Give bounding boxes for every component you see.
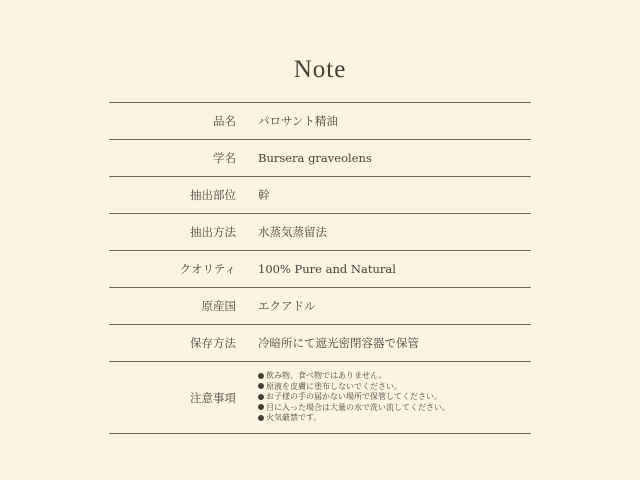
caution-item	[258, 392, 450, 403]
caution-item	[258, 413, 450, 424]
scientific-name-value: Bursera graveolens	[258, 151, 372, 165]
page-title: Note	[293, 56, 347, 83]
row-storage	[109, 325, 531, 362]
spec-table	[109, 102, 531, 434]
extraction-method-label: 抽出方法	[190, 225, 236, 239]
quality-value: 100% Pure and Natural	[258, 262, 396, 276]
row-extraction-method	[109, 214, 531, 251]
caution-text: お子様の手の届かない場所で保管してください。	[266, 392, 442, 402]
caution-item	[258, 403, 450, 414]
row-cautions	[109, 362, 531, 434]
caution-text: 原液を皮膚に塗布しないでください。	[266, 381, 402, 391]
row-scientific-name	[109, 140, 531, 177]
bullet-icon	[258, 404, 264, 410]
extraction-part-value: 幹	[258, 188, 270, 202]
extraction-part-label: 抽出部位	[190, 188, 236, 202]
origin-label: 原産国	[201, 299, 236, 313]
caution-text: 飲み物、食べ物ではありません。	[266, 371, 387, 381]
bullet-icon	[258, 394, 264, 400]
cautions-label: 注意事項	[190, 390, 236, 405]
origin-value: エクアドル	[258, 299, 316, 313]
scientific-name-label: 学名	[213, 151, 236, 165]
product-name-label: 品名	[213, 114, 236, 128]
product-name-value: パロサント精油	[258, 114, 338, 128]
extraction-method-value: 水蒸気蒸留法	[258, 225, 327, 239]
bullet-icon	[258, 373, 264, 379]
quality-label: クオリティ	[179, 262, 236, 276]
row-origin	[109, 288, 531, 325]
row-product-name	[109, 103, 531, 140]
caution-text: 火気厳禁です。	[266, 413, 322, 423]
bullet-icon	[258, 415, 264, 421]
row-extraction-part	[109, 177, 531, 214]
caution-item	[258, 382, 450, 393]
row-quality	[109, 251, 531, 288]
caution-item	[258, 371, 450, 382]
bullet-icon	[258, 383, 264, 389]
cautions-list	[258, 371, 450, 424]
caution-text: 目に入った場合は大量の水で洗い流してください。	[266, 402, 450, 412]
storage-label: 保存方法	[190, 336, 236, 350]
storage-value: 冷暗所にて遮光密閉容器で保管	[258, 336, 419, 350]
